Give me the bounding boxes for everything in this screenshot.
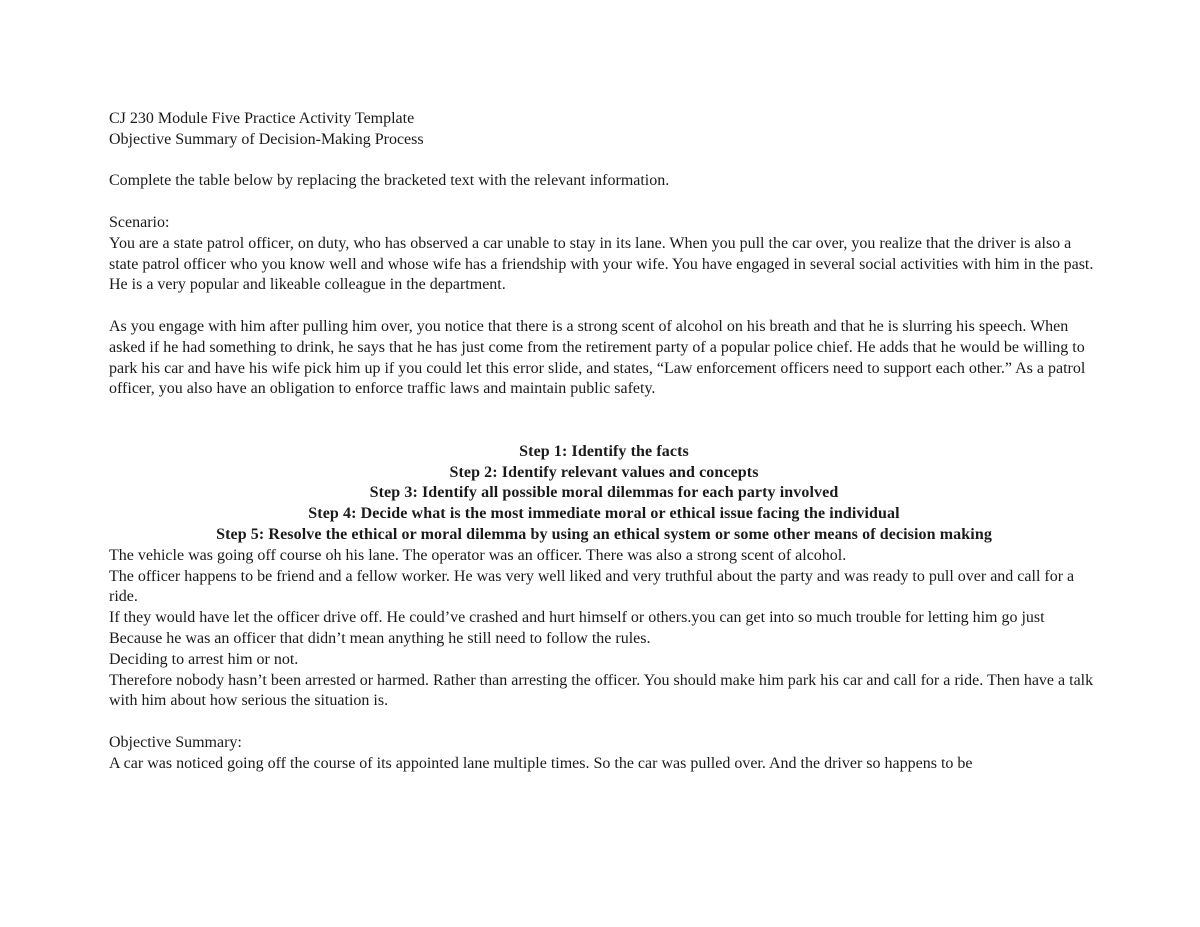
objective-summary-text: A car was noticed going off the course of its appointed lane multiple times. So the car was pulled over. And the driver so happens to be xyxy=(109,754,973,772)
answer-step-5: Therefore nobody hasn’t been arrested or harmed. Rather than arresting the officer. You should make him park his car and call for a ride. Then have a talk with him about how serious the situation is. xyxy=(109,671,1094,710)
document-page xyxy=(109,109,1099,775)
scenario-label: Scenario: xyxy=(109,213,170,231)
answer-step-1: The vehicle was going off course oh his lane. The operator was an officer. There was also a strong scent of alcohol. xyxy=(109,546,847,564)
instructions-text: Complete the table below by replacing the bracketed text with the relevant information. xyxy=(109,172,670,190)
course-title: CJ 230 Module Five Practice Activity Template xyxy=(109,110,415,127)
answer-step-2: The officer happens to be friend and a fellow worker. He was very well liked and very truthful about the party and was ready to pull over and call for a ride. xyxy=(109,567,1075,606)
spacer xyxy=(109,192,1099,213)
scenario-paragraph-2: As you engage with him after pulling him over, you notice that there is a strong scent of alcohol on his breath and that he is slurring his speech. When asked if he had something to drink, he says that he has just come from the retirement party of a popular police chief. He adds that he would be willing to park his car and have his wife pick him up if you could let this error slide, and states, “Law enforcement officers need to support each other.” As a patrol officer, you also have an obligation to enforce traffic laws and maintain public safety. xyxy=(109,317,1086,398)
step-1-heading: Step 1: Identify the facts xyxy=(519,442,689,460)
step-3-heading: Step 3: Identify all possible moral dilemmas for each party involved xyxy=(369,484,839,502)
step-2-heading: Step 2: Identify relevant values and concepts xyxy=(449,463,759,481)
document-subtitle: Objective Summary of Decision-Making Process xyxy=(109,130,424,148)
spacer xyxy=(109,400,1099,442)
step-4-heading: Step 4: Decide what is the most immediate moral or ethical issue facing the individual xyxy=(308,505,900,523)
step-5-heading: Step 5: Resolve the ethical or moral dilemma by using an ethical system or some other means of decision making xyxy=(216,525,992,543)
objective-summary-label: Objective Summary: xyxy=(109,733,242,751)
spacer xyxy=(109,296,1099,317)
steps-list xyxy=(109,442,1099,546)
spacer xyxy=(109,712,1099,733)
answer-step-4: Deciding to arrest him or not. xyxy=(109,650,299,668)
answer-step-3: If they would have let the officer drive off. He could’ve crashed and hurt himself or others.you can get into so much trouble for letting him go just Because he was an officer that didn’t mean anything he still need to follow the rules. xyxy=(109,609,1045,647)
scenario-paragraph-1: You are a state patrol officer, on duty, who has observed a car unable to stay in its lane. When you pull the car over, you realize that the driver is also a state patrol officer who you know well and whose wife has a friendship with your wife. You have engaged in several social activities with him in the past. He is a very popular and likeable colleague in the department. xyxy=(109,234,1094,294)
spacer xyxy=(109,151,1099,172)
